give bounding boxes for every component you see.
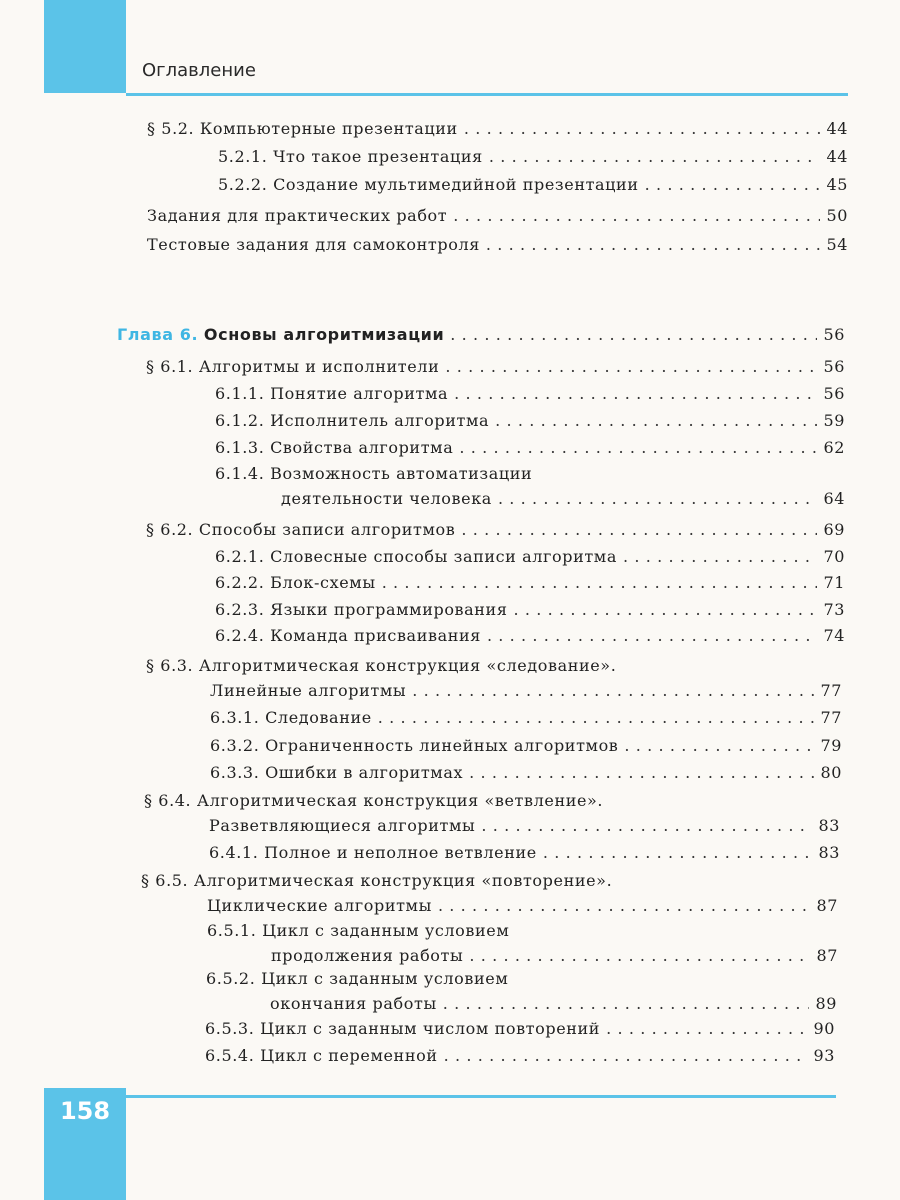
toc-entry-title: 6.5.2. Цикл с заданным условием (206, 969, 509, 988)
toc-entry-title: 6.1.3. Свойства алгоритма (215, 438, 454, 457)
toc-entry-title-cont: Разветвляющиеся алгоритмы (209, 816, 476, 835)
toc-entry (215, 383, 845, 405)
leader-dots (624, 735, 814, 757)
leader-dots (487, 625, 818, 647)
toc-entry-title-cont: окончания работы (270, 994, 437, 1013)
toc-entry-title: 6.4.1. Полное и неполное ветвление (209, 843, 537, 862)
toc-entry-title: Тестовые задания для самоконтроля (147, 235, 480, 254)
toc-entry-page: 62 (823, 438, 845, 457)
leader-dots (543, 842, 813, 864)
toc-entry-page: 79 (820, 736, 842, 755)
toc-entry-title: 6.3.2. Ограниченность линейных алгоритмов (210, 736, 619, 755)
toc-entry-page: 77 (820, 681, 842, 700)
toc-entry-title: 5.2.1. Что такое презентация (218, 147, 483, 166)
leader-dots (469, 762, 814, 784)
toc-entry-page: 87 (816, 896, 838, 915)
footer-rule (126, 1095, 836, 1098)
leader-dots (443, 993, 810, 1015)
toc-entry-page: 74 (823, 626, 845, 645)
toc-entry-title: 6.5.1. Цикл с заданным условием (207, 921, 510, 940)
toc-entry-title: Задания для практических работ (147, 206, 448, 225)
leader-dots (445, 356, 817, 378)
toc-entry (147, 118, 848, 140)
toc-entry (210, 762, 842, 784)
toc-entry-title-cont: деятельности человека (281, 489, 492, 508)
toc-entry (146, 356, 845, 378)
toc-entry-page: 44 (826, 147, 848, 166)
leader-dots (495, 410, 817, 432)
toc-entry-page: 83 (818, 816, 840, 835)
toc-entry-title: 6.1.1. Понятие алгоритма (215, 384, 449, 403)
toc-entry (210, 735, 842, 757)
leader-dots (459, 437, 817, 459)
toc-entry-title: § 6.3. Алгоритмическая конструкция «следование». (146, 656, 617, 675)
toc-entry (141, 870, 838, 917)
toc-entry-page: 73 (823, 600, 845, 619)
leader-dots (454, 383, 817, 405)
toc-entry (210, 707, 842, 729)
toc-entry-title-cont: продолжения работы (271, 946, 464, 965)
toc-entry-title: 6.5.3. Цикл с заданным числом повторений (205, 1019, 601, 1038)
page-number: 158 (59, 1097, 111, 1125)
leader-dots (382, 572, 818, 594)
toc-entry-title: 5.2.2. Создание мультимедийной презентации (218, 175, 639, 194)
toc-entry-title: 6.2.1. Словесные способы записи алгоритма (215, 547, 617, 566)
header-color-block (44, 0, 126, 93)
leader-dots (450, 324, 817, 346)
toc-entry-title: 6.2.4. Команда присваивания (215, 626, 481, 645)
header-rule (126, 93, 848, 96)
toc-entry (144, 790, 840, 837)
toc-entry (215, 572, 845, 594)
toc-entry-page: 56 (823, 357, 845, 376)
leader-dots (486, 234, 821, 256)
toc-entry-title: 6.5.4. Цикл с переменной (205, 1046, 438, 1065)
toc-entry (206, 968, 837, 1015)
leader-dots (481, 815, 812, 837)
toc-entry (209, 842, 840, 864)
toc-entry-page: 77 (820, 708, 842, 727)
leader-dots (645, 174, 821, 196)
toc-entry (207, 920, 838, 967)
leader-dots (453, 205, 820, 227)
toc-entry-title: § 6.1. Алгоритмы и исполнители (146, 357, 440, 376)
leader-dots (438, 895, 811, 917)
leader-dots (412, 680, 814, 702)
toc-entry (147, 205, 848, 227)
toc-entry-title: § 6.5. Алгоритмическая конструкция «повторение». (141, 871, 613, 890)
toc-entry-page: 69 (823, 520, 845, 539)
toc-entry (218, 174, 848, 196)
toc-entry-title-cont: Линейные алгоритмы (210, 681, 407, 700)
toc-entry (218, 146, 848, 168)
toc-entry (215, 437, 845, 459)
toc-entry (205, 1045, 835, 1067)
toc-entry (215, 463, 845, 510)
toc-entry-title: § 6.4. Алгоритмическая конструкция «ветвление». (144, 791, 604, 810)
leader-dots (489, 146, 821, 168)
toc-entry-title: § 6.2. Способы записи алгоритмов (146, 520, 456, 539)
leader-dots (464, 118, 821, 140)
toc-entry-page: 71 (823, 573, 845, 592)
toc-entry-title: 6.2.3. Языки программирования (215, 600, 508, 619)
leader-dots (378, 707, 815, 729)
toc-entry-page: 83 (818, 843, 840, 862)
toc-entry (205, 1018, 835, 1040)
toc-entry-page: 54 (826, 235, 848, 254)
toc-entry-page: 64 (823, 489, 845, 508)
toc-entry-page: 59 (823, 411, 845, 430)
page-header-title: Оглавление (142, 60, 256, 81)
toc-entry (146, 655, 842, 702)
toc-entry-title: 6.1.2. Исполнитель алгоритма (215, 411, 490, 430)
toc-entry-page: 70 (823, 547, 845, 566)
leader-dots (623, 546, 817, 568)
toc-entry (215, 599, 845, 621)
toc-entry-page: 56 (823, 325, 845, 344)
toc-entry-page: 87 (816, 946, 838, 965)
leader-dots (514, 599, 818, 621)
toc-entry-title: 6.2.2. Блок-схемы (215, 573, 376, 592)
chapter-title: Основы алгоритмизации (203, 325, 445, 344)
toc-entry-page: 56 (823, 384, 845, 403)
toc-chapter (117, 324, 845, 346)
chapter-label: Глава 6. (117, 325, 199, 344)
toc-entry-page: 44 (826, 119, 848, 138)
toc-entry-page: 90 (813, 1019, 835, 1038)
leader-dots (469, 945, 810, 967)
leader-dots (498, 488, 818, 510)
toc-entry-title: 6.3.3. Ошибки в алгоритмах (210, 763, 464, 782)
toc-entry-title: 6.3.1. Следование (210, 708, 372, 727)
toc-entry-page: 93 (813, 1046, 835, 1065)
toc-entry-page: 80 (820, 763, 842, 782)
toc-entry-page: 50 (826, 206, 848, 225)
leader-dots (606, 1018, 807, 1040)
toc-entry (215, 625, 845, 647)
toc-entry (146, 519, 845, 541)
toc-entry-title: § 5.2. Компьютерные презентации (147, 119, 458, 138)
toc-entry-title-cont: Циклические алгоритмы (207, 896, 432, 915)
toc-entry (147, 234, 848, 256)
toc-entry-title: 6.1.4. Возможность автоматизации (215, 464, 533, 483)
toc-entry (215, 546, 845, 568)
toc-entry-page: 89 (815, 994, 837, 1013)
leader-dots (444, 1045, 808, 1067)
side-color-band (0, 0, 86, 1200)
toc-entry-page: 45 (826, 175, 848, 194)
toc-entry (215, 410, 845, 432)
leader-dots (461, 519, 817, 541)
